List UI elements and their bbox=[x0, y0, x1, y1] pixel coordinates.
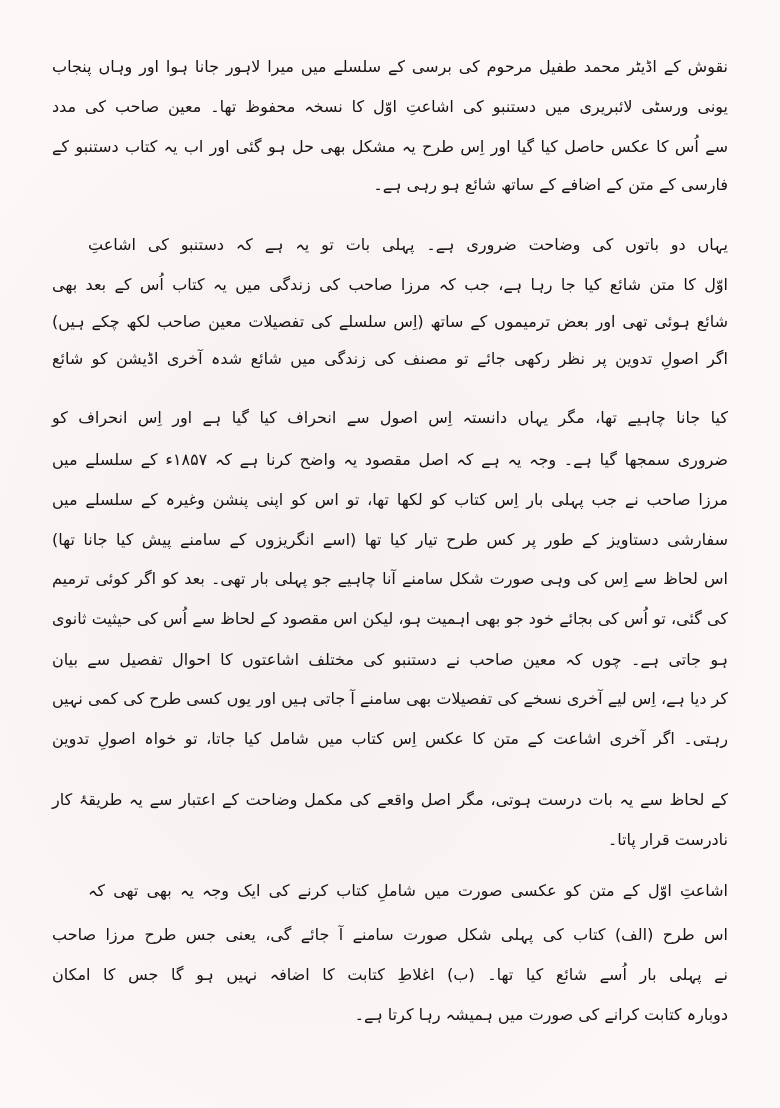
text-line: اگر اصولِ تدوین پر نظر رکھی جائے تو مصنف کی زندگی میں شائع شدہ آخری اڈیشن کو شائع bbox=[52, 349, 728, 368]
text-line: فارسی کے متن کے اضافے کے ساتھ شائع ہو رہی ہے۔ bbox=[373, 175, 728, 194]
text-line: مرزا صاحب نے جب پہلی بار اِس کتاب کو لکھا تھا، تو اس کو اپنی پنشن وغیرہ کے سلسلے میں bbox=[52, 490, 728, 509]
text-line: ہو جاتی ہے۔ چوں کہ معین صاحب نے دستنبو کی مختلف اشاعتوں کا احوال تفصیل سے بیان bbox=[52, 650, 728, 669]
text-line: ضروری سمجھا گیا ہے۔ وجہ یہ ہے کہ اصل مقصود یہ واضح کرنا ہے کہ ۱۸۵۷ء کے سلسلے میں bbox=[52, 450, 729, 469]
text-line: نقوش کے اڈیٹر محمد طفیل مرحوم کی برسی کے سلسلے میں میرا لاہور جانا ہوا اور وہاں پنجاب bbox=[52, 57, 728, 76]
text-line: رہتی۔ اگر آخری اشاعت کے متن کا عکس اِس کتاب میں شامل کیا جاتا، تو خواہ اصولِ تدوین bbox=[52, 729, 728, 748]
text-line: سے اُس کا عکس حاصل کیا گیا اور اِس طرح یہ مشکل بھی حل ہو گئی اور اب یہ کتاب دستنبو کے bbox=[52, 137, 728, 156]
text-line: اشاعتِ اوّل کے متن کو عکسی صورت میں شاملِ کتاب کرنے کی ایک وجہ یہ بھی تھی کہ bbox=[88, 881, 728, 900]
text-line: کی گئی، تو اُس کی بجائے خود جو بھی اہمیت ہو، لیکن اس مقصود کے لحاظ سے اُس کی حیثیت ثانوی bbox=[52, 609, 728, 628]
text-line: اوّل کا متن شائع کیا جا رہا ہے، جب کہ مرزا صاحب کی زندگی میں یہ کتاب اُس کے بعد بھی bbox=[52, 275, 728, 294]
text-line: یہاں دو باتوں کی وضاحت ضروری ہے۔ پہلی بات تو یہ ہے کہ دستنبو کی اشاعتِ bbox=[88, 235, 728, 254]
text-line: یونی ورسٹی لائبریری میں دستنبو کی اشاعتِ اوّل کا نسخہ محفوظ تھا۔ معین صاحب کی مدد bbox=[52, 97, 728, 116]
text-line: کر دیا ہے، اِس لیے آخری نسخے کی تفصیلات بھی سامنے آ جاتی ہیں اور یوں کسی طرح کی کمی نہیں bbox=[52, 689, 728, 708]
text-line: اس لحاظ سے اِس کی وہی صورت شکل سامنے آنا چاہیے جو پہلی بار تھی۔ بعد کو اگر کوئی ترمیم bbox=[52, 569, 728, 588]
text-line: دوبارہ کتابت کرانے کی صورت میں ہمیشہ رہا کرتا ہے۔ bbox=[354, 1005, 728, 1024]
text-line: کیا جانا چاہیے تھا، مگر یہاں دانستہ اِس اصول سے انحراف کیا گیا ہے اور اِس انحراف کو bbox=[52, 408, 728, 427]
text-line: شائع ہوئی تھی اور بعض ترمیموں کے ساتھ (اِس سلسلے کی تفصیلات معین صاحب لکھ چکے ہیں) bbox=[52, 312, 728, 331]
text-line: نے پہلی بار اُسے شائع کیا تھا۔ (ب) اغلاطِ کتابت کا اضافہ نہیں ہو گا جس کا امکان bbox=[52, 965, 728, 984]
text-line: سفارشی دستاویز کے طور پر کس طرح تیار کیا تھا (اسے انگریزوں کے سامنے پیش کیا جانا تھا) bbox=[52, 530, 728, 549]
text-line: اس طرح (الف) کتاب کی پہلی شکل صورت سامنے آ جائے گی، یعنی جس طرح مرزا صاحب bbox=[52, 925, 728, 944]
text-line: کے لحاظ سے یہ بات درست ہوتی، مگر اصل واقعے کی مکمل وضاحت کے اعتبار سے یہ طریقۂ کار bbox=[52, 790, 728, 809]
text-line: نادرست قرار پاتا۔ bbox=[607, 830, 728, 849]
